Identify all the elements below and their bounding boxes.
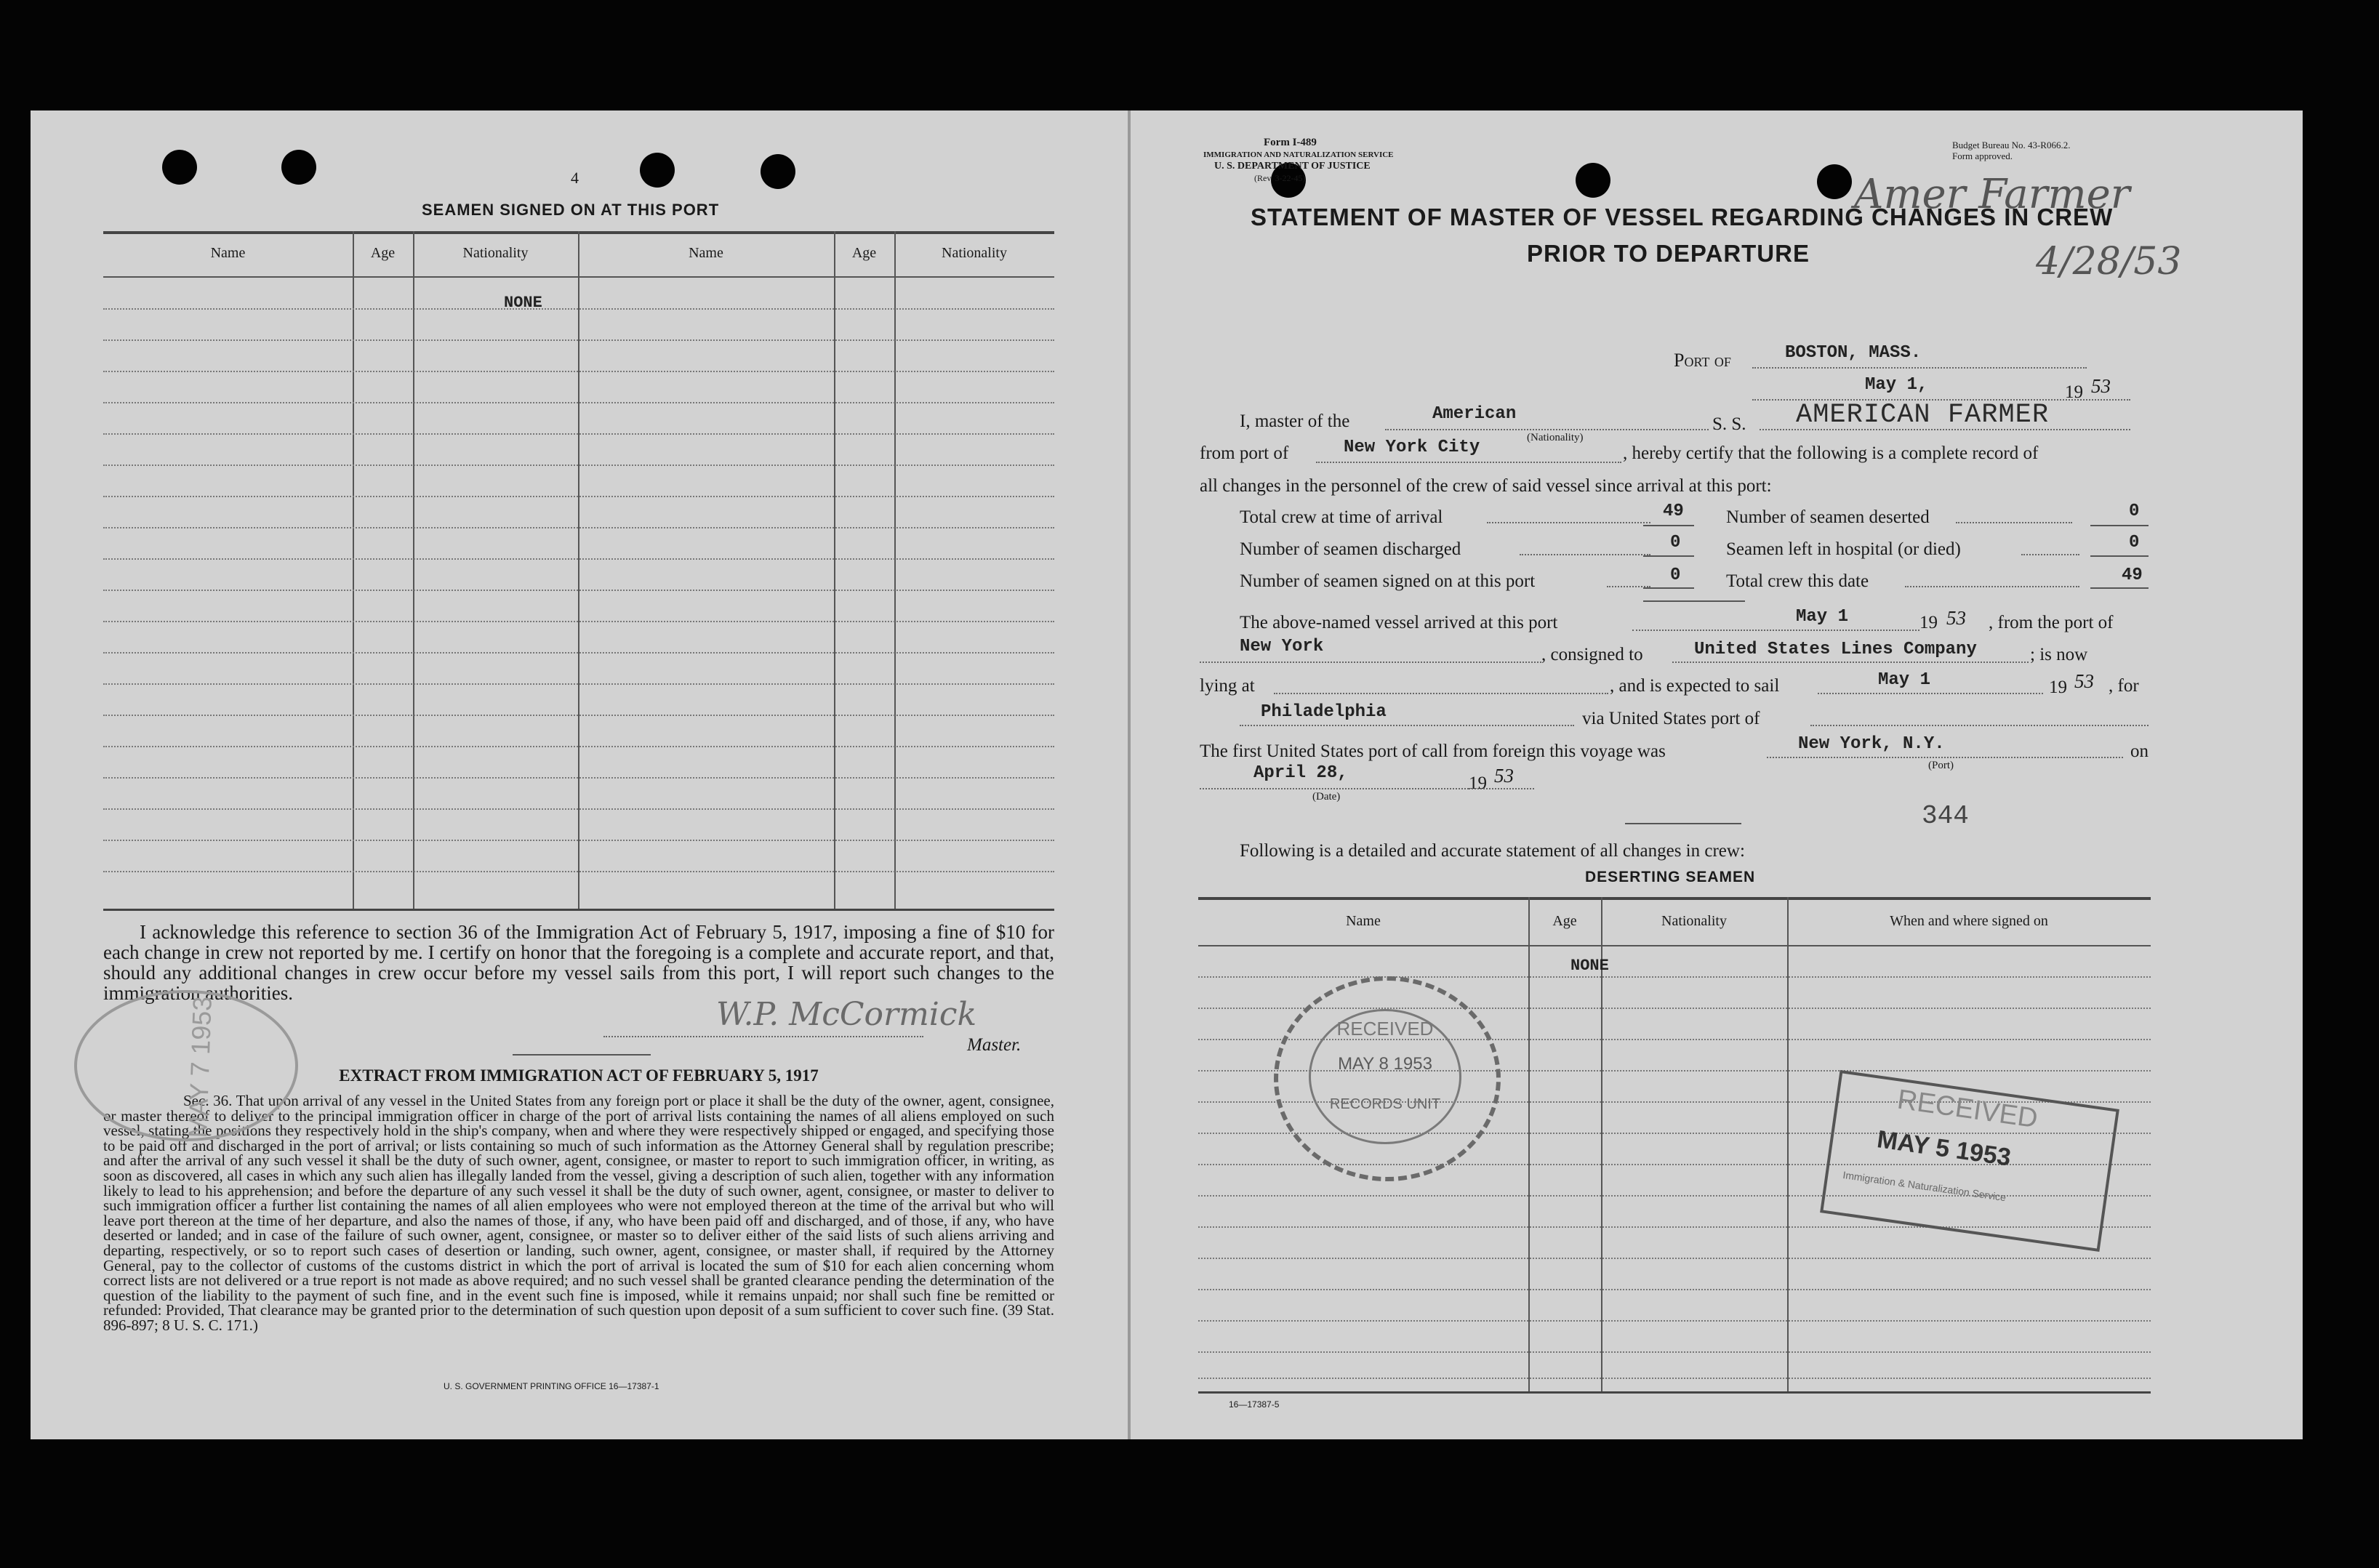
form-number: Form I-489 <box>1264 137 1317 148</box>
agency-line: U. S. DEPARTMENT OF JUSTICE <box>1214 161 1371 172</box>
stat-label: Number of seamen deserted <box>1726 507 1930 527</box>
master-signature: W.P. McCormick <box>716 996 977 1033</box>
stat-label: Total crew at time of arrival <box>1240 507 1443 527</box>
column-header-name: Name <box>689 245 723 261</box>
changes-text: all changes in the personnel of the crew of said vessel since arrival at this port: <box>1200 476 1772 496</box>
stamp-received-label: RECEIVED <box>1895 1084 2040 1135</box>
deserting-title: DESERTING SEAMEN <box>1585 869 1756 885</box>
table-cell-nationality: NONE <box>504 294 542 312</box>
stat-label: Number of seamen signed on at this port <box>1240 571 1536 591</box>
stat-value: 0 <box>2129 533 2140 552</box>
table-cell-age: NONE <box>1570 957 1609 975</box>
printer-line: U. S. GOVERNMENT PRINTING OFFICE 16—17387-1 <box>444 1381 659 1391</box>
port-label: Port of <box>1674 350 1731 371</box>
from-port-label: from port of <box>1200 443 1289 463</box>
from-port-of-text: , from the port of <box>1989 613 2114 632</box>
from-port-value: New York City <box>1344 438 1480 457</box>
extract-title: EXTRACT FROM IMMIGRATION ACT OF FEBRUARY 5, 1917 <box>339 1066 819 1085</box>
budget-line: Form approved. <box>1952 150 2013 161</box>
punch-hole <box>761 154 795 189</box>
punch-hole <box>1576 163 1610 198</box>
budget-line: Budget Bureau No. 43-R066.2. <box>1952 140 2071 150</box>
first-port-year: 53 <box>1494 765 1514 787</box>
destination: Philadelphia <box>1261 702 1387 722</box>
page-number: 4 <box>571 169 579 187</box>
nationality-value: American <box>1432 404 1517 424</box>
first-port-text: The first United States port of call from foreign this voyage was <box>1200 741 1666 761</box>
consigned-text: , consigned to <box>1541 645 1643 664</box>
extract-text: Sec. 36. That upon arrival of any vessel in the United States from any foreign port or place it shall be the duty of the owner, agent, consignee, or master thereof to deliver to the principal immigration officer in charge of the port of arrival lists containing the names of all aliens employed on such vessel, stating the positions they respectively hold in the ship's company, when and where they were respectively shipped or engaged, and specifying those to be paid off and discharged in the port of arrival; or lists containing so much of such information as the Attorney General shall by regulation prescribe; and after the arrival of any such vessel it shall be the duty of such owner, agent, consignee, or master to report to such immigration officer, in writing, as soon as discovered, all cases in which any such alien has illegally landed from the vessel, giving a description of such alien, together with any information likely to lead to his apprehension; and before the departure of any such vessel it shall be the duty of such owner, agent, consignee, or master to deliver to such immigration officer a further list containing the names of all alien employees who were not employed thereon at the time of the arrival but who will leave port thereon at the time of her departure, and also the names of those, if any, who have been paid off and discharged, and of those, if any, who have deserted or landed; and in case of the failure of such owner, agent, consignee, or master so to deliver either of the said lists of such aliens arriving and departing, respectively, or so to report such cases of desertion or landing, such owner, agent, consignee, or master shall, if required by the Attorney General, pay to the collector of customs of the customs district in which the port of arrival is located the sum of $10 for each alien concerning whom correct lists are not delivered or a true report is not made as above required; and no such vessel shall be granted clearance pending the determination of the question of the liability to the payment of such fine, and in the event such fine is imposed, while it remains unpaid; nor shall such fine be remitted or refunded: Provided, That clearance may be granted prior to the determination of such question upon deposit of a sum sufficient to cover such fine. (39 Stat. 896-897; 8 U. S. C. 171.) <box>103 1092 1054 1334</box>
agency-line: IMMIGRATION AND NATURALIZATION SERVICE <box>1203 150 1394 159</box>
vessel-name: AMERICAN FARMER <box>1796 400 2050 430</box>
date-caption: (Date) <box>1312 791 1341 803</box>
arrived-text: The above-named vessel arrived at this port <box>1240 613 1558 632</box>
agency-line: (Rev. 3-22-45) <box>1254 173 1306 183</box>
stat-label: Seamen left in hospital (or died) <box>1726 539 1961 559</box>
stat-value: 0 <box>1670 533 1681 552</box>
handwritten-vessel-note: Amer Farmer <box>1854 171 2130 218</box>
column-header-age: Age <box>851 245 877 261</box>
stamp-records-unit: RECORDS UNIT <box>1329 1096 1441 1112</box>
stat-value: 0 <box>2129 502 2140 521</box>
footer-code: 16—17387-5 <box>1229 1399 1280 1410</box>
stat-value: 49 <box>1663 502 1684 521</box>
column-header-nationality: Nationality <box>942 245 1007 261</box>
punch-hole <box>640 153 675 188</box>
punch-hole <box>1817 164 1852 199</box>
stamp-agency: Immigration & Naturalization Service <box>1842 1169 2007 1204</box>
stat-value: 49 <box>2122 566 2143 585</box>
stamp-received-date: MAY 8 1953 <box>1338 1054 1432 1074</box>
form-title: PRIOR TO DEPARTURE <box>1527 240 1810 267</box>
sail-year: 53 <box>2074 670 2094 692</box>
statement-date: May 1, <box>1865 375 1928 395</box>
year-prefix: 19 <box>1469 773 1487 793</box>
expected-text: , and is expected to sail <box>1610 676 1780 696</box>
first-port-date: April 28, <box>1253 763 1348 783</box>
for-text: , for <box>2109 676 2139 696</box>
column-header-name: Name <box>210 245 246 261</box>
column-header-nationality: Nationality <box>462 245 529 261</box>
punch-hole <box>162 150 197 185</box>
stamp-received-label: RECEIVED <box>1336 1018 1434 1040</box>
ss-label: S. S. <box>1712 414 1746 434</box>
page-fold <box>1128 110 1131 1439</box>
following-text: Following is a detailed and accurate statement of all changes in crew: <box>1240 841 1745 861</box>
column-header-signed-on: When and where signed on <box>1890 913 2048 929</box>
column-header-nationality: Nationality <box>1661 913 1727 929</box>
on-text: on <box>2130 741 2149 761</box>
stat-label: Number of seamen discharged <box>1240 539 1461 559</box>
arrived-from: New York <box>1240 637 1324 656</box>
now-text: ; is now <box>2030 645 2088 664</box>
stamp-date-text: MAY 7 1953 <box>182 995 217 1139</box>
signature-role: Master. <box>967 1035 1022 1055</box>
nationality-caption: (Nationality) <box>1527 432 1584 443</box>
handwritten-date-note: 4/28/53 <box>2036 240 2182 284</box>
consignee: United States Lines Company <box>1694 640 1977 659</box>
year-value: 53 <box>2091 375 2111 397</box>
first-port: New York, N.Y. <box>1798 734 1945 754</box>
port-value: BOSTON, MASS. <box>1785 343 1922 363</box>
stamped-page-number: 344 <box>1922 801 1969 831</box>
certify-text: , hereby certify that the following is a complete record of <box>1623 443 2039 463</box>
arrived-date: May 1 <box>1796 607 1849 627</box>
lying-text: lying at <box>1200 676 1255 696</box>
port-caption: (Port) <box>1928 760 1954 771</box>
stat-label: Total crew this date <box>1726 571 1869 591</box>
punch-hole <box>281 150 316 185</box>
year-prefix: 19 <box>2049 678 2067 697</box>
year-prefix: 19 <box>1919 613 1938 632</box>
master-prefix: I, master of the <box>1240 411 1350 431</box>
column-header-age: Age <box>370 245 396 261</box>
form-title: STATEMENT OF MASTER OF VESSEL REGARDING CHANGES IN CREW <box>1251 204 2114 230</box>
via-text: via United States port of <box>1582 709 1760 728</box>
arrived-year: 53 <box>1946 607 1966 629</box>
left-table-title: SEAMEN SIGNED ON AT THIS PORT <box>422 201 720 219</box>
stat-value: 0 <box>1670 566 1681 585</box>
stamp-received-date: MAY 5 1953 <box>1875 1125 2013 1172</box>
column-header-name: Name <box>1346 913 1381 929</box>
acknowledgement-text: I acknowledge this reference to section 36 of the Immigration Act of February 5, 1917, imposing a fine of $10 for each change in crew not reported by me. I certify on honor that the foregoing is a complete and accurate report, and that, should any additional changes in crew occur before my vessel sails from this port, I will report such changes to the immigration authorities. <box>103 921 1054 1004</box>
sail-date: May 1 <box>1878 670 1931 690</box>
year-prefix: 19 <box>2065 382 2083 402</box>
column-header-age: Age <box>1552 913 1577 929</box>
